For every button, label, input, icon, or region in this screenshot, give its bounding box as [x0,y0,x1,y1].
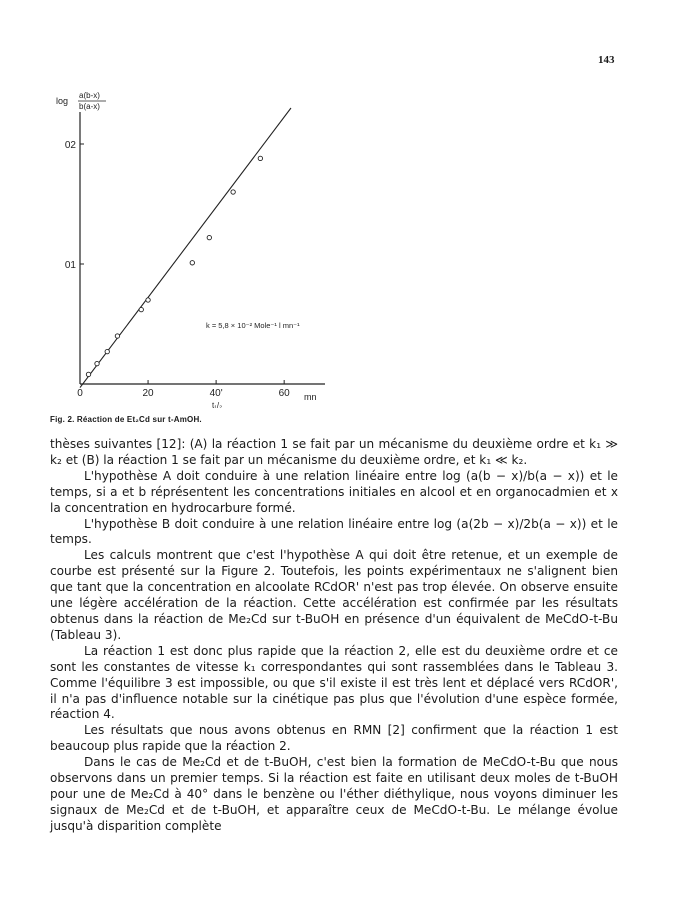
y-tick-label: 01 [64,260,76,271]
y-axis-label-prefix: log [56,96,69,106]
x-tick-label: 0 [77,388,83,399]
y-axis-label-denominator: b(a-x) [79,102,100,111]
y-axis-label [56,91,106,111]
fit-line [80,108,291,388]
chart-axes [80,112,325,384]
x-tick-label: 20 [142,388,154,399]
rate-annotation: k = 5,8 × 10⁻² Mole⁻¹ l mn⁻¹ [206,321,300,330]
y-axis-label-numerator: a(b-x) [79,91,100,100]
data-point [95,361,99,365]
x-tick-label: 40' [209,388,223,399]
data-point [258,156,262,160]
kinetics-chart [40,78,370,408]
page-number: 143 [598,54,615,66]
paragraph-2: L'hypothèse A doit conduire à une relation linéaire entre log (a(b − x)/b(a − x)) et le temps, si a et b réprésentent les concentrations initiales en alcool et en organocadmien et x la concentration en hydrocarbure formé. [50,468,618,515]
paragraph-3: L'hypothèse B doit conduire à une relation linéaire entre log (a(2b − x)/2b(a − x)) et le temps. [50,516,618,547]
paragraph-5: La réaction 1 est donc plus rapide que la réaction 2, elle est du deuxième ordre et ce sont les constantes de vitesse k₁ correspondantes qui sont rassemblées dans le Tableau 3. Comme l'équilibre 3 est impossible, ou que s'il existe il est très lent et déplacé vers RCdOR', il n'a pas d'influence notable sur la cinétique pas plus que l'évolution d'une espèce formée, réaction 4. [50,643,618,722]
body-text [50,437,618,835]
data-point [190,261,194,265]
figure-caption: Fig. 2. Réaction de Et₂Cd sur t-AmOH. [50,415,202,424]
x-axis-label: t₁/₂ [212,401,223,408]
y-tick-label: 02 [64,140,76,151]
paragraph-6: Les résultats que nous avons obtenus en RMN [2] confirment que la réaction 1 est beaucoup plus rapide que la réaction 2. [50,723,618,754]
data-point [105,349,109,353]
data-point [231,190,235,194]
data-point [207,235,211,239]
paragraph-7: Dans le cas de Me₂Cd et de t-BuOH, c'est bien la formation de MeCdO-t-Bu que nous observons dans un premier temps. Si la réaction est faite en utilisant deux moles de t-BuOH pour une de Me₂Cd à 40° dans le benzène ou l'éther diéthylique, nous voyons diminuer les signaux de Me₂Cd et de t-BuOH, et apparaître ceux de MeCdO-t-Bu. Le mélange évolue jusqu'à disparition complète [50,755,618,833]
chart-fit-line-group [80,108,291,388]
data-point [115,334,119,338]
x-tick-label: 60 [278,388,290,399]
x-axis-unit: mn [304,392,317,402]
data-point [139,307,143,311]
data-point [86,372,90,376]
data-point [146,298,150,302]
chart-ticks [65,140,290,399]
paragraph-1: thèses suivantes [12]: (A) la réaction 1 se fait par un mécanisme du deuxième ordre et k₁ ≫ k₂ et (B) la réaction 1 se fait par un mécanisme du deuxième ordre, et k₁ ≪ k₂. [50,437,618,467]
paragraph-4: Les calculs montrent que c'est l'hypothèse A qui doit être retenue, et un exemple de courbe est présenté sur la Figure 2. Toutefois, les points expérimentaux ne s'alignent bien que tant que la concentration en alcoolate RCdOR' n'est pas trop élevée. On observe ensuite une légère accélération de la réaction. Cette accélération est confirmée par les résultats obtenus dans la réaction de Me₂Cd sur t-BuOH en présence d'un équivalent de MeCdO-t-Bu (Tableau 3). [50,548,618,642]
